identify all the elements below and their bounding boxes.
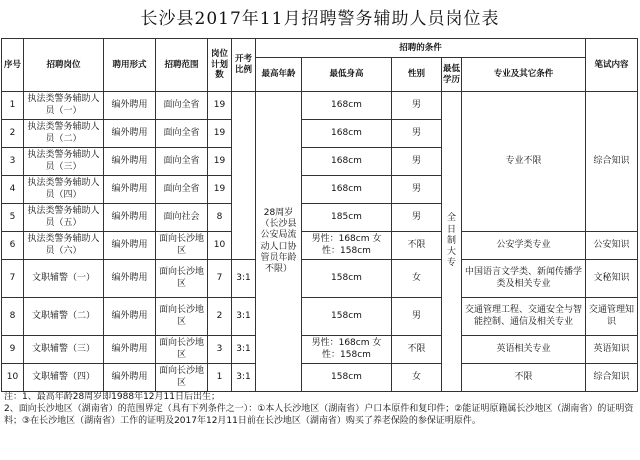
cell-post: 执法类警务辅助人员（三） bbox=[24, 148, 104, 176]
cell-height: 168cm bbox=[302, 148, 392, 176]
cell-gender: 男 bbox=[392, 204, 442, 232]
cell-gender: 不限 bbox=[392, 232, 442, 260]
cell-major: 英语相关专业 bbox=[462, 336, 586, 364]
cell-plan: 1 bbox=[208, 364, 232, 392]
cell-no: 4 bbox=[2, 176, 24, 204]
cell-no: 9 bbox=[2, 336, 24, 364]
cell-no: 5 bbox=[2, 204, 24, 232]
cell-form: 编外聘用 bbox=[104, 336, 156, 364]
cell-gender: 男 bbox=[392, 176, 442, 204]
table-row bbox=[2, 336, 638, 364]
cell-post: 文职辅警（四） bbox=[24, 364, 104, 392]
cell-gender: 女 bbox=[392, 260, 442, 298]
cell-major: 中国语言文学类、新闻传播学类及相关专业 bbox=[462, 260, 586, 298]
cell-major: 公安学类专业 bbox=[462, 232, 586, 260]
cell-ratio-blank bbox=[232, 92, 256, 260]
cell-plan: 19 bbox=[208, 92, 232, 120]
cell-height: 168cm bbox=[302, 120, 392, 148]
header-min-height: 最低身高 bbox=[302, 58, 392, 92]
cell-no: 6 bbox=[2, 232, 24, 260]
cell-ratio: 3:1 bbox=[232, 260, 256, 298]
cell-scope: 面向全省 bbox=[156, 148, 208, 176]
recruitment-table bbox=[1, 38, 638, 392]
cell-form: 编外聘用 bbox=[104, 120, 156, 148]
cell-height: 185cm bbox=[302, 204, 392, 232]
table-row bbox=[2, 298, 638, 336]
cell-no: 7 bbox=[2, 260, 24, 298]
cell-exam: 文秘知识 bbox=[586, 260, 638, 298]
cell-height: 158cm bbox=[302, 364, 392, 392]
cell-scope: 面向长沙地区 bbox=[156, 364, 208, 392]
cell-height: 男性：168cm 女性：158cm bbox=[302, 232, 392, 260]
header-max-age: 最高年龄 bbox=[256, 58, 302, 92]
cell-gender: 男 bbox=[392, 120, 442, 148]
cell-exam: 英语知识 bbox=[586, 336, 638, 364]
table-row bbox=[2, 92, 638, 120]
cell-form: 编外聘用 bbox=[104, 204, 156, 232]
cell-post: 文职辅警（二） bbox=[24, 298, 104, 336]
header-conditions: 招聘的条件 bbox=[256, 39, 586, 58]
header-major: 专业及其它条件 bbox=[462, 58, 586, 92]
cell-plan: 2 bbox=[208, 298, 232, 336]
footnote-1: 注：1、最高年龄28周岁即1988年12月11日后出生； bbox=[4, 392, 220, 402]
cell-post: 执法类警务辅助人员（五） bbox=[24, 204, 104, 232]
header-form: 聘用形式 bbox=[104, 39, 156, 92]
cell-height: 男性：168cm 女性：158cm bbox=[302, 336, 392, 364]
cell-scope: 面向长沙地区 bbox=[156, 336, 208, 364]
header-post: 招聘岗位 bbox=[24, 39, 104, 92]
cell-no: 3 bbox=[2, 148, 24, 176]
cell-gender: 女 bbox=[392, 364, 442, 392]
cell-height: 158cm bbox=[302, 260, 392, 298]
cell-plan: 3 bbox=[208, 336, 232, 364]
footnotes bbox=[4, 391, 636, 427]
cell-gender: 男 bbox=[392, 148, 442, 176]
cell-ratio: 3:1 bbox=[232, 298, 256, 336]
cell-exam: 综合知识 bbox=[586, 92, 638, 232]
cell-form: 编外聘用 bbox=[104, 260, 156, 298]
header-exam: 笔试内容 bbox=[586, 39, 638, 92]
table-row bbox=[2, 364, 638, 392]
cell-no: 1 bbox=[2, 92, 24, 120]
cell-exam: 交通管理知识 bbox=[586, 298, 638, 336]
cell-major: 专业不限 bbox=[462, 92, 586, 232]
cell-scope: 面向全省 bbox=[156, 176, 208, 204]
cell-scope: 面向全省 bbox=[156, 120, 208, 148]
cell-major: 不限 bbox=[462, 364, 586, 392]
cell-scope: 面向长沙地区 bbox=[156, 260, 208, 298]
header-no: 序号 bbox=[2, 39, 24, 92]
cell-plan: 10 bbox=[208, 232, 232, 260]
header-ratio: 开考比例 bbox=[232, 39, 256, 92]
cell-exam: 综合知识 bbox=[586, 364, 638, 392]
cell-exam: 公安知识 bbox=[586, 232, 638, 260]
header-plan: 岗位计划数 bbox=[208, 39, 232, 92]
cell-form: 编外聘用 bbox=[104, 176, 156, 204]
cell-form: 编外聘用 bbox=[104, 364, 156, 392]
footnote-2: 2、面向长沙地区（湖南省）的范围界定（具有下列条件之一）：①本人长沙地区（湖南省）户口本原件和复印件；②能证明原籍属长沙地区（湖南省）的证明资料；③在长沙地区（湖南省）工作的证明及2017年12月11日前在长沙地区（湖南省）购买了养老保险的参保证明原件。 bbox=[4, 404, 634, 427]
cell-height: 168cm bbox=[302, 176, 392, 204]
cell-scope: 面向全省 bbox=[156, 92, 208, 120]
cell-major: 交通管理工程、交通安全与智能控制、通信及相关专业 bbox=[462, 298, 586, 336]
cell-scope: 面向长沙地区 bbox=[156, 298, 208, 336]
cell-ratio: 3:1 bbox=[232, 336, 256, 364]
cell-plan: 19 bbox=[208, 148, 232, 176]
cell-height: 168cm bbox=[302, 92, 392, 120]
cell-gender: 不限 bbox=[392, 336, 442, 364]
cell-max-age: 28周岁（长沙县公安局流动人口协管员年龄不限） bbox=[256, 92, 302, 392]
header-education: 最低学历 bbox=[442, 58, 462, 92]
cell-post: 执法类警务辅助人员（四） bbox=[24, 176, 104, 204]
cell-post: 文职辅警（一） bbox=[24, 260, 104, 298]
cell-height: 158cm bbox=[302, 298, 392, 336]
cell-scope: 面向长沙地区 bbox=[156, 232, 208, 260]
cell-form: 编外聘用 bbox=[104, 298, 156, 336]
table-row bbox=[2, 260, 638, 298]
cell-plan: 19 bbox=[208, 176, 232, 204]
cell-plan: 19 bbox=[208, 120, 232, 148]
cell-form: 编外聘用 bbox=[104, 148, 156, 176]
header-gender: 性别 bbox=[392, 58, 442, 92]
cell-gender: 男 bbox=[392, 298, 442, 336]
cell-form: 编外聘用 bbox=[104, 92, 156, 120]
page-title: 长沙县2017年11月招聘警务辅助人员岗位表 bbox=[140, 9, 500, 29]
cell-gender: 男 bbox=[392, 92, 442, 120]
cell-post: 文职辅警（三） bbox=[24, 336, 104, 364]
cell-no: 2 bbox=[2, 120, 24, 148]
cell-no: 8 bbox=[2, 298, 24, 336]
cell-post: 执法类警务辅助人员（一） bbox=[24, 92, 104, 120]
cell-post: 执法类警务辅助人员（六） bbox=[24, 232, 104, 260]
cell-form: 编外聘用 bbox=[104, 232, 156, 260]
cell-education: 全日制大专 bbox=[442, 92, 462, 392]
header-scope: 招聘范围 bbox=[156, 39, 208, 92]
cell-plan: 7 bbox=[208, 260, 232, 298]
table-row bbox=[2, 232, 638, 260]
cell-ratio: 3:1 bbox=[232, 364, 256, 392]
cell-plan: 8 bbox=[208, 204, 232, 232]
cell-scope: 面向社会 bbox=[156, 204, 208, 232]
cell-no: 10 bbox=[2, 364, 24, 392]
cell-post: 执法类警务辅助人员（二） bbox=[24, 120, 104, 148]
